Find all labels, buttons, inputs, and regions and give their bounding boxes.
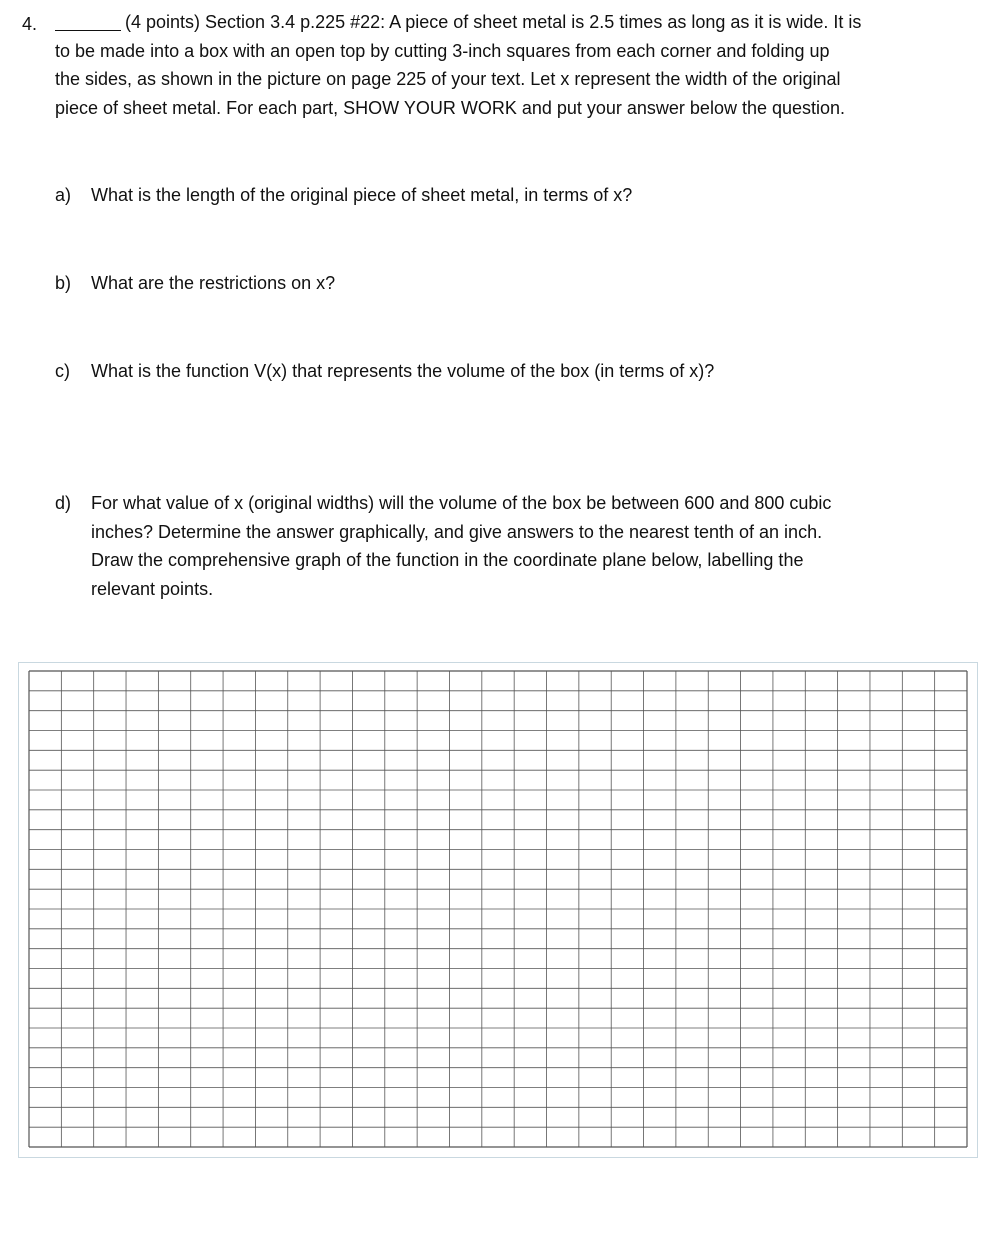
part-d-question-line: inches? Determine the answer graphically, and give answers to the nearest tenth of an inch. [91,521,823,542]
part-c [55,357,955,386]
part-b-question: What are the restrictions on x? [91,273,336,293]
part-d-letter: d) [55,493,72,513]
part-d [55,489,955,603]
stem-line: the sides, as shown in the picture on page 225 of your text. Let x represent the width of the original [55,69,841,89]
part-c-question: What is the function V(x) that represents the volume of the box (in terms of x)? [91,361,715,381]
part-d-question-line: Draw the comprehensive graph of the function in the coordinate plane below, labelling the [91,550,804,570]
part-a-letter: a) [55,185,72,205]
part-d-question-line: relevant points. [91,578,214,599]
question-number: 4. [22,14,38,34]
coordinate-grid[interactable] [19,663,977,1157]
stem-line: (4 points) Section 3.4 p.225 #22: A piece of sheet metal is 2.5 times as long as it is wide. It is [125,12,862,32]
graph-paper[interactable] [18,662,978,1158]
question-stem [55,8,955,122]
part-d-question-line: For what value of x (original widths) will the volume of the box be between 600 and 800 cubic [91,493,832,513]
part-b [55,269,955,298]
part-a-question: What is the length of the original piece of sheet metal, in terms of x? [91,185,633,205]
part-c-letter: c) [55,361,70,381]
part-a [55,181,955,210]
stem-line: piece of sheet metal. For each part, SHOW YOUR WORK and put your answer below the question. [55,97,846,118]
part-b-letter: b) [55,273,72,293]
stem-line: to be made into a box with an open top by cutting 3-inch squares from each corner and folding up [55,40,830,61]
